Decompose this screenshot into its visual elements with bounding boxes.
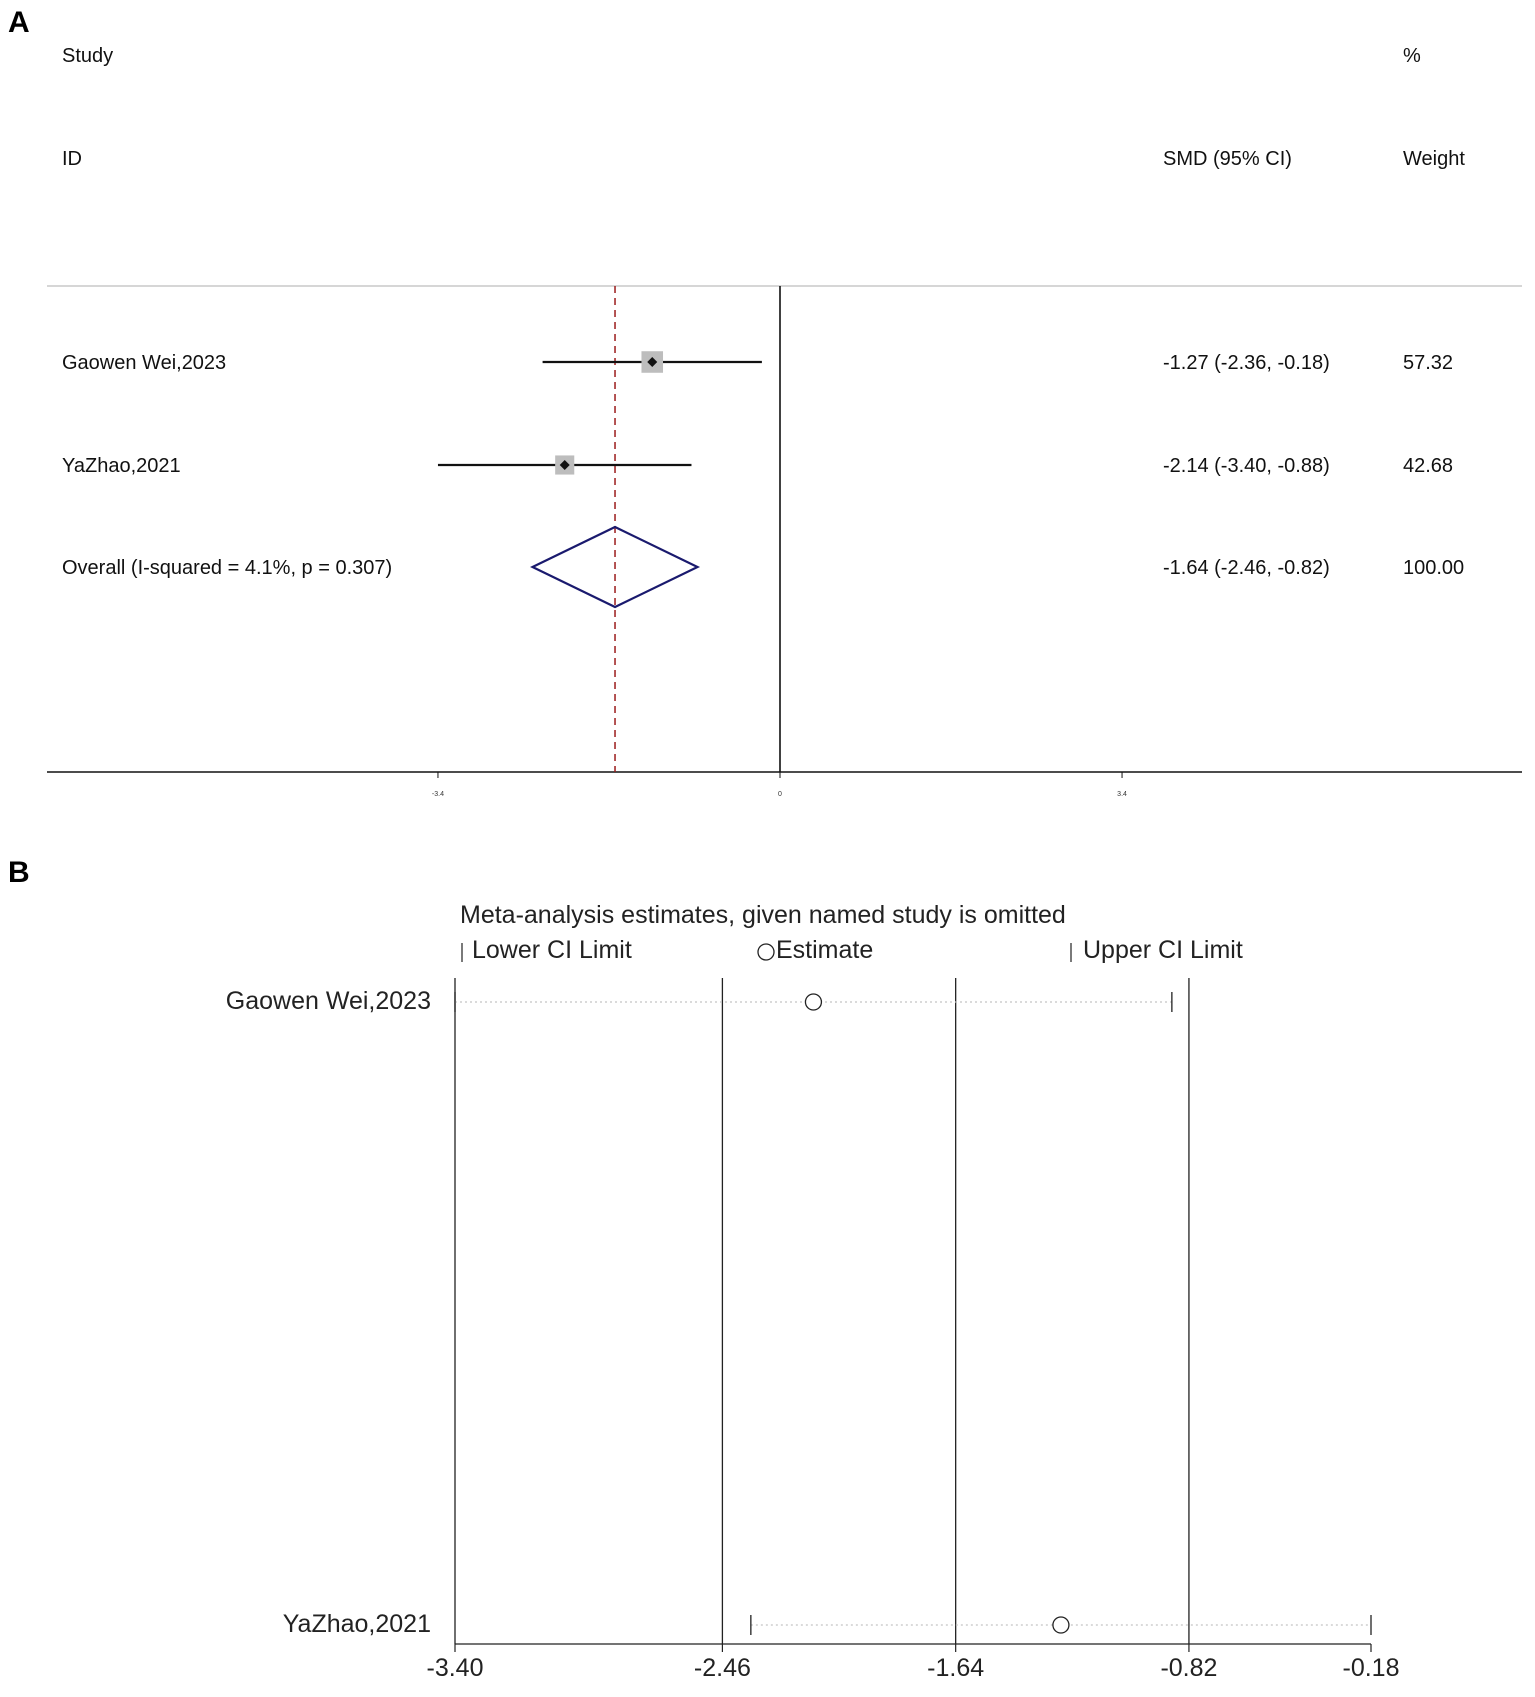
panel-b-label: B [8, 856, 30, 889]
study-label: YaZhao,2021 [62, 455, 181, 477]
overall-weight: 100.00 [1403, 557, 1465, 579]
legend-lower-label: Lower CI Limit [472, 936, 632, 964]
legend-upper-label: Upper CI Limit [1083, 936, 1243, 964]
header-percent: % [1403, 45, 1421, 67]
sensitivity-x-tick-label: -0.82 [1160, 1654, 1218, 1682]
overall-effect-ci: -1.64 (-2.46, -0.82) [1163, 557, 1330, 579]
sensitivity-x-tick-label: -3.40 [426, 1654, 484, 1682]
header-weight: Weight [1403, 148, 1465, 170]
omitted-study-label: YaZhao,2021 [282, 1610, 431, 1638]
forest-x-tick-label: 3.4 [1117, 791, 1127, 798]
study-effect-ci: -1.27 (-2.36, -0.18) [1163, 352, 1330, 374]
study-weight: 57.32 [1403, 352, 1454, 374]
omitted-study-label: Gaowen Wei,2023 [225, 987, 431, 1015]
header-id: ID [62, 148, 82, 170]
study-effect-ci: -2.14 (-3.40, -0.88) [1163, 455, 1330, 477]
panel-a-label: A [8, 6, 30, 39]
sensitivity-title: Meta-analysis estimates, given named study is omitted [460, 901, 1066, 929]
sensitivity-x-tick-label: -1.64 [927, 1654, 985, 1682]
estimate-marker [1053, 1617, 1069, 1633]
sensitivity-x-tick-label: -2.46 [693, 1654, 751, 1682]
forest-x-tick-label: 0 [778, 791, 782, 798]
forest-x-tick-label: -3.4 [431, 791, 444, 798]
header-effect: SMD (95% CI) [1163, 148, 1292, 170]
study-label: Gaowen Wei,2023 [62, 352, 227, 374]
legend-estimate-label: Estimate [776, 936, 874, 964]
study-weight: 42.68 [1403, 455, 1454, 477]
header-study: Study [62, 45, 114, 67]
estimate-marker [805, 994, 821, 1010]
sensitivity-plot [226, 978, 1400, 1682]
forest-plot [47, 286, 1522, 798]
overall-label: Overall (I-squared = 4.1%, p = 0.307) [62, 557, 393, 579]
sensitivity-x-tick-label: -0.18 [1342, 1654, 1400, 1682]
legend-estimate-marker [758, 944, 774, 960]
